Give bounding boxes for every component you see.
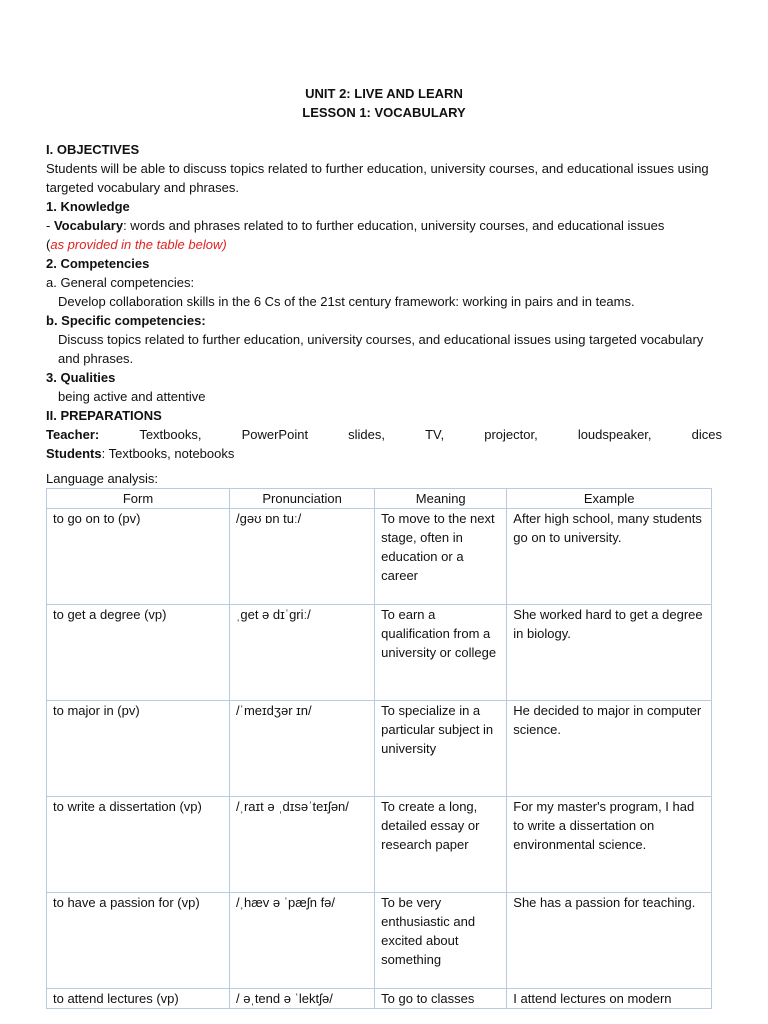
cell-pronunciation: /ˌhæv ə ˈpæʃn fə/ [230, 893, 375, 989]
vocabulary-text: : words and phrases related to to further education, university courses, and educational issues [123, 218, 665, 233]
general-competencies-heading: a. General competencies: [46, 275, 195, 290]
vocabulary-prefix: - [46, 218, 54, 233]
teacher-item: slides, [348, 427, 386, 442]
cell-pronunciation: / əˌtend ə ˈlektʃə/ [230, 989, 375, 1009]
vocabulary-label: Vocabulary [53, 218, 124, 233]
cell-pronunciation: /ˌraɪt ə ˌdɪsəˈteɪʃən/ [230, 797, 375, 893]
cell-meaning: To go to classes [375, 989, 507, 1009]
knowledge-heading: 1. Knowledge [46, 199, 130, 214]
cell-form: to attend lectures (vp) [47, 989, 230, 1009]
cell-example: He decided to major in computer science. [507, 701, 712, 797]
cell-pronunciation: /ɡəʊ ɒn tuː/ [230, 509, 375, 605]
header-example: Example [507, 489, 712, 509]
language-analysis-label: Language analysis: [46, 471, 159, 486]
objectives-heading: I. OBJECTIVES [46, 142, 140, 157]
cell-form: to go on to (pv) [47, 509, 230, 605]
cell-example: I attend lectures on modern [507, 989, 712, 1009]
teacher-item: dices [691, 427, 722, 442]
vocabulary-paren: ( [46, 237, 51, 252]
table-row [47, 509, 712, 605]
specific-competencies-heading: b. Specific competencies: [46, 313, 206, 328]
header-pronunciation: Pronunciation [230, 489, 375, 509]
cell-form: to get a degree (vp) [47, 605, 230, 701]
cell-meaning: To create a long, detailed essay or research paper [375, 797, 507, 893]
cell-meaning: To move to the next stage, often in education or a career [375, 509, 507, 605]
language-analysis-table [46, 488, 712, 1009]
header-meaning: Meaning [375, 489, 507, 509]
cell-form: to write a dissertation (vp) [47, 797, 230, 893]
objectives-intro: Students will be able to discuss topics related to further education, university courses, and educational issues using targeted vocabulary and phrases. [46, 161, 709, 195]
cell-pronunciation: ˌɡet ə dɪˈɡriː/ [230, 605, 375, 701]
cell-meaning: To be very enthusiastic and excited about something [375, 893, 507, 989]
competencies-heading: 2. Competencies [46, 256, 150, 271]
cell-example: For my master's program, I had to write a dissertation on environmental science. [507, 797, 712, 893]
cell-form: to have a passion for (vp) [47, 893, 230, 989]
qualities-text: being active and attentive [58, 389, 206, 404]
teacher-item: loudspeaker, [577, 427, 652, 442]
teacher-label: Teacher: [46, 427, 100, 442]
teacher-item: projector, [484, 427, 538, 442]
specific-competencies-text: Discuss topics related to further education, university courses, and educational issues using targeted vocabulary and phrases. [58, 332, 704, 366]
table-row [47, 989, 712, 1009]
teacher-item: TV, [425, 427, 445, 442]
students-line [46, 444, 722, 463]
vocabulary-note: as provided in the table below) [50, 237, 227, 252]
cell-meaning: To earn a qualification from a university or college [375, 605, 507, 701]
teacher-item: PowerPoint [241, 427, 309, 442]
unit-title: UNIT 2: LIVE AND LEARN [305, 86, 463, 101]
table-row [47, 893, 712, 989]
cell-example: After high school, many students go on to university. [507, 509, 712, 605]
teacher-line [46, 425, 722, 444]
cell-pronunciation: /ˈmeɪdʒər ɪn/ [230, 701, 375, 797]
cell-example: She worked hard to get a degree in biology. [507, 605, 712, 701]
table-row [47, 701, 712, 797]
teacher-item: Textbooks, [139, 427, 202, 442]
vocabulary-note-line [46, 235, 722, 254]
table-row [47, 797, 712, 893]
vocabulary-line [46, 216, 722, 235]
general-competencies-text: Develop collaboration skills in the 6 Cs of the 21st century framework: working in pairs and in teams. [58, 294, 635, 309]
qualities-heading: 3. Qualities [46, 370, 116, 385]
preparations-heading: II. PREPARATIONS [46, 408, 162, 423]
cell-form: to major in (pv) [47, 701, 230, 797]
table-row [47, 605, 712, 701]
table-header-row [47, 489, 712, 509]
students-label: Students [46, 446, 102, 461]
lesson-title: LESSON 1: VOCABULARY [302, 105, 466, 120]
cell-example: She has a passion for teaching. [507, 893, 712, 989]
cell-meaning: To specialize in a particular subject in university [375, 701, 507, 797]
header-form: Form [47, 489, 230, 509]
students-text: : Textbooks, notebooks [101, 446, 235, 461]
